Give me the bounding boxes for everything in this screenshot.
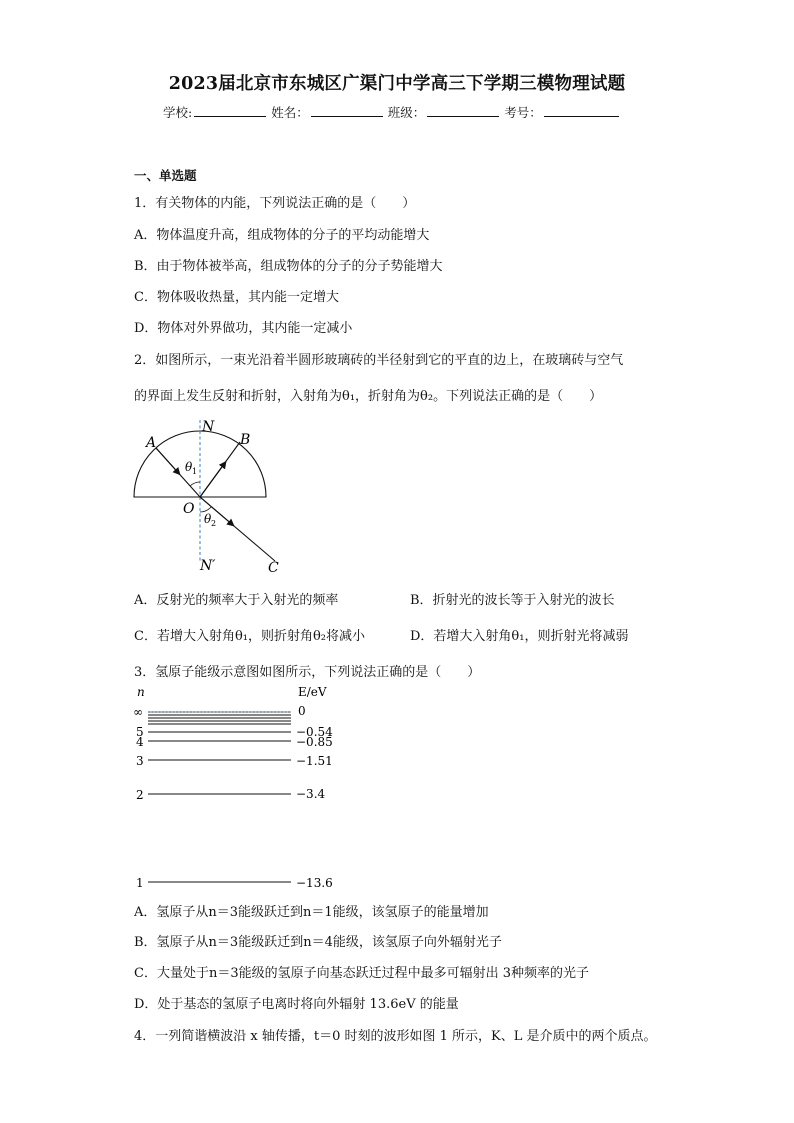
q2-option-a: A．反射光的频率大于入射光的频率 <box>134 593 339 608</box>
q3-energy-level-diagram <box>128 682 348 892</box>
level-n-1: 1 <box>136 876 144 890</box>
level-n-2: 2 <box>136 788 144 802</box>
q3-option-c: C．大量处于n＝3能级的氢原子向基态跃迁过程中最多可辐射出 3种频率的光子 <box>134 966 589 981</box>
label-N: N <box>202 419 215 435</box>
section-heading: 一、单选题 <box>134 168 197 183</box>
level-n-inf: ∞ <box>133 705 143 719</box>
label-A: A <box>146 435 157 451</box>
class-label: 班级： <box>387 105 426 120</box>
q2-option-d: D．若增大入射角θ₁，则折射光将减弱 <box>410 629 629 644</box>
q1-option-a: A．物体温度升高，组成物体的分子的平均动能增大 <box>134 228 430 243</box>
school-label: 学校: <box>163 105 193 120</box>
q2-option-b: B．折射光的波长等于入射光的波长 <box>410 593 615 608</box>
student-info-row <box>163 103 624 121</box>
name-blank <box>311 104 383 117</box>
level-E-4: −0.85 <box>296 735 333 749</box>
level-E-inf: 0 <box>298 704 306 718</box>
q4-stem: 4．一列简谐横波沿 x 轴传播，t＝0 时刻的波形如图 1 所示，K、L 是介质中的两个质点。 <box>134 1029 657 1044</box>
axis-n-label: n <box>137 685 145 699</box>
level-E-1: −13.6 <box>296 876 333 890</box>
level-n-5: 5 <box>136 725 144 739</box>
class-blank <box>427 104 499 117</box>
level-E-2: −3.4 <box>296 787 326 801</box>
axis-energy-label: E/eV <box>298 685 327 699</box>
level-n-3: 3 <box>136 754 144 768</box>
q2-stem-line2: 的界面上发生反射和折射，入射角为θ₁，折射角为θ₂。下列说法正确的是（ ） <box>134 389 603 404</box>
level-E-3: −1.51 <box>296 754 333 768</box>
q3-option-d: D．处于基态的氢原子电离时将向外辐射 13.6eV 的能量 <box>134 997 459 1012</box>
q3-option-b: B．氢原子从n＝3能级跃迁到n＝4能级，该氢原子向外辐射光子 <box>134 935 502 950</box>
name-label: 姓名： <box>271 105 309 120</box>
label-theta1-sub: 1 <box>192 467 198 476</box>
q1-stem: 1．有关物体的内能，下列说法正确的是（ ） <box>134 196 416 211</box>
q1-option-d: D．物体对外界做功，其内能一定减小 <box>134 321 353 336</box>
q2-refraction-diagram <box>128 414 298 576</box>
label-C: C <box>268 560 279 576</box>
label-B: B <box>240 432 251 448</box>
label-theta1: θ <box>185 460 193 474</box>
level-E-5: −0.54 <box>296 725 333 739</box>
number-label: 考号： <box>504 105 542 120</box>
q3-stem: 3．氢原子能级示意图如图所示，下列说法正确的是（ ） <box>134 665 481 680</box>
level-n-4: 4 <box>136 735 144 749</box>
number-blank <box>544 104 619 117</box>
page-title: 2023届北京市东城区广渠门中学高三下学期三模物理试题 <box>168 74 626 94</box>
label-theta2: θ <box>204 512 212 526</box>
label-N-prime: N′ <box>200 558 216 574</box>
q2-option-c: C．若增大入射角θ₁，则折射角θ₂将减小 <box>134 629 366 644</box>
label-O: O <box>183 501 195 517</box>
q1-option-c: C．物体吸收热量，其内能一定增大 <box>134 290 339 305</box>
q1-option-b: B．由于物体被举高，组成物体的分子的分子势能增大 <box>134 259 443 274</box>
q3-option-a: A．氢原子从n＝3能级跃迁到n＝1能级，该氢原子的能量增加 <box>134 905 489 920</box>
q2-stem-line1: 2．如图所示，一束光沿着半圆形玻璃砖的半径射到它的平直的边上，在玻璃砖与空气 <box>134 353 624 368</box>
school-blank <box>194 104 266 117</box>
label-theta2-sub: 2 <box>211 519 217 528</box>
